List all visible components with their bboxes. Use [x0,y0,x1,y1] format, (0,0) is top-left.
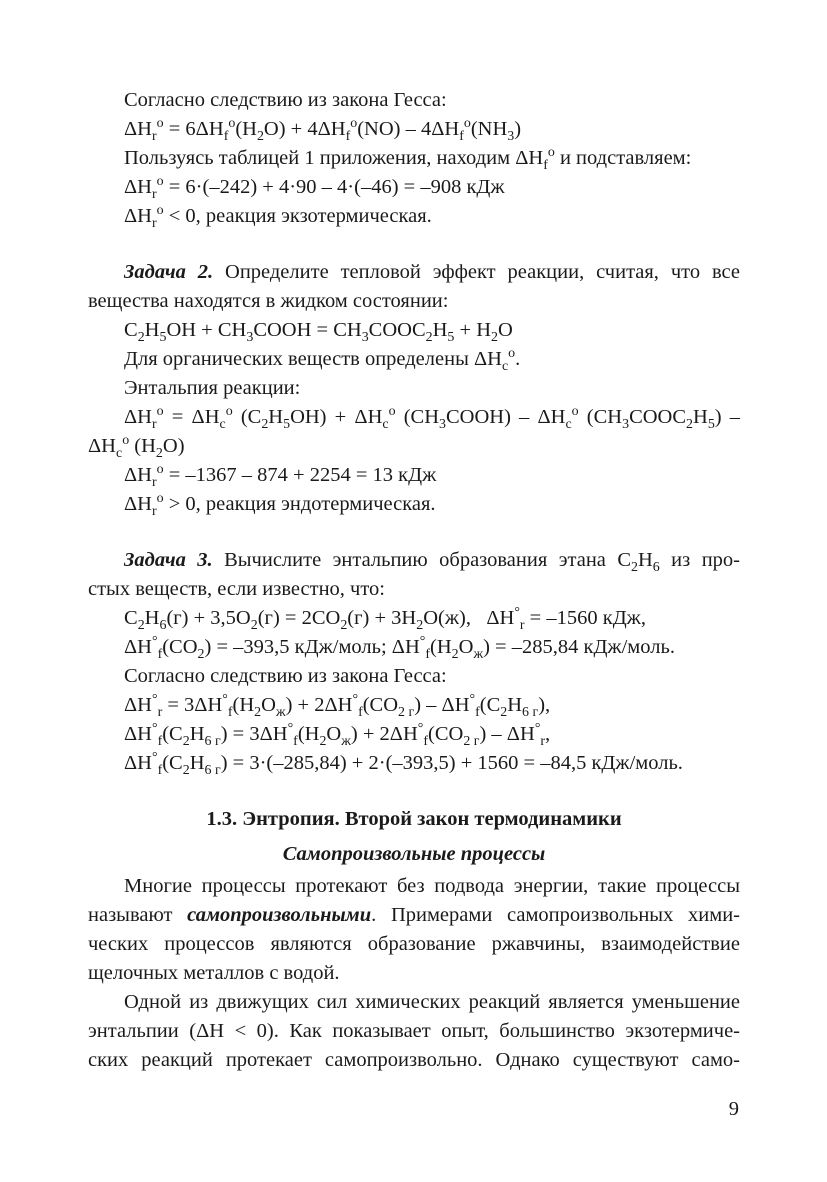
task3-reaction: $C_2H_6(г) + 3,5O_2(г) = 2CO_2(г) + 3H_2O(ж)$, $\Delta H^\circ_r = -1560$ кДж, [124,605,646,634]
task2-enthalpy-label: Энтальпия реакции: [124,377,301,399]
hess-substitution: $\Delta H_r^o = 6\cdot(-242) + 4\cdot 90 - 4\cdot(-46) = -908$ кДж [124,174,505,203]
task2-equation: $\Delta H_r^o = \Delta H_c^o$ $(C_2H_5OH) + \Delta H_c^o$ $(CH_3COOH) - \Delta H_c^o$ $(CH_3COOC_2H_5)$ – [124,404,741,433]
task2-equation-cont: $\Delta H_c^o$ $(H_2O)$ [88,433,185,462]
section-subtitle: Самопроизвольные процессы [282,843,546,865]
hess-intro: Согласно следствию из закона Гесса: [124,89,447,111]
section-title: 1.3. Энтропия. Второй закон термодинамики [206,808,622,830]
task2-reaction: $C_2H_5OH$ + $CH_3COOH$ = $CH_3COOC_2H_5 + H_2O$ [124,319,513,346]
task2-label: Задача 2. [124,261,214,283]
paragraph-2-line-1: Одной из движущих сил химических реакций является уменьшение [124,991,740,1013]
task3-hess-intro: Согласно следствию из закона Гесса: [124,665,447,687]
hess-conclusion: $\Delta H_r^o < 0$, реакция экзотермическая. [124,203,432,232]
term-spontaneous: самопроизвольными [187,904,372,926]
page-number: 9 [728,1098,739,1120]
task3-data: $\Delta H^\circ_f(CO_2) = -393,5$ кДж/моль; $\Delta H^\circ_f(H_2O_ж) = -285,84$ кДж/моль. [124,634,675,663]
paragraph-1-line-2: называют самопроизвольными. Примерами самопроизвольных хими- [88,904,740,926]
task3-equation-1: $\Delta H^\circ_r = 3\Delta H^\circ_f(H_2O_ж) + 2\Delta H^\circ_f(CO_{2 г}) - \Delta H^\circ_f(C_2H_{6 г})$, [124,692,551,721]
task3-statement-cont: стых веществ, если известно, что: [88,578,385,600]
paragraph-1-line-4: щелочных металлов с водой. [88,962,340,984]
task2-calculation: $\Delta H_r^o = -1367 - 874 + 2254 = 13$ кДж [124,462,437,491]
task3-equation-3: $\Delta H^\circ_f(C_2H_{6 г}) = 3\cdot(-285,84) + 2\cdot(-393,5) + 1560 = -84,5$ кДж/моль. [124,750,683,779]
paragraph-2-line-3: ских реакций протекает самопроизвольно. Однако существуют само- [88,1049,740,1071]
task3-statement: Задача 3. Вычислите энтальпию образования этана $C_2H_6$ из про- [124,549,740,576]
task3-equation-2: $\Delta H^\circ_f(C_2H_{6 г}) = 3\Delta H^\circ_f(H_2O_ж) + 2\Delta H^\circ_f(CO_{2 г}) - \Delta H^\circ_r$, [124,721,551,750]
hess-equation: $\Delta H_r^o = 6\Delta H_f^o(H_2O) + 4\Delta H_f^o(NO) - 4\Delta H_f^o(NH_3)$ [124,116,522,145]
task2-conclusion: $\Delta H_r^o > 0$, реакция эндотермическая. [124,491,436,520]
table-lookup-text: Пользуясь таблицей 1 приложения, находим $\Delta H_f^o$ и подставляем: [124,145,692,174]
task2-note: Для органических веществ определены $\Delta H_c^o$. [124,346,521,375]
paragraph-1-line-1: Многие процессы протекают без подвода энергии, такие процессы [124,875,740,897]
task2-statement-cont: вещества находятся в жидком состоянии: [88,290,449,312]
paragraph-1-line-3: ческих процессов являются образование ржавчины, взаимодействие [88,933,740,955]
task2-statement: Задача 2. Определите тепловой эффект реакции, считая, что все [124,261,740,283]
task3-label: Задача 3. [124,549,213,571]
paragraph-2-line-2: энтальпии (ΔH < 0). Как показывает опыт, большинство экзотермиче- [88,1020,740,1042]
